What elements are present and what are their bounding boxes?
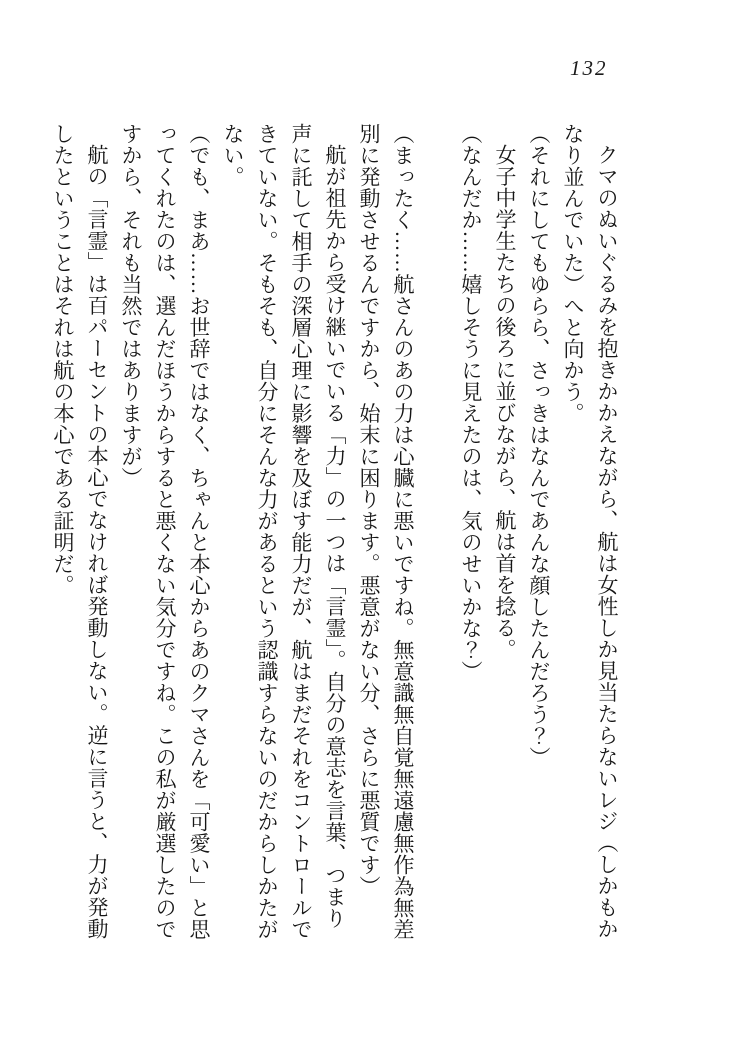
text-line-12: ない。: [221, 123, 245, 188]
body-text: [46, 123, 624, 973]
text-line-8: 別に発動させるんですから、始末に困ります。悪意がない分、さらに悪質です）: [357, 123, 381, 897]
text-line-15: すから、それも当然ではありますが）: [119, 123, 143, 489]
text-line-11: きていない。そもそも、自分にそんな力があるという認識すらないのだからしかたが: [255, 123, 279, 940]
text-line-14: ってくれたのは、選んだほうからすると悪くない気分ですね。この私が厳選したので: [153, 123, 177, 940]
text-line-7: （まったく……航さんのあの力は心臓に悪いですね。無意識無自覚無遠慮無作為無差: [391, 123, 415, 940]
text-line-9: 航が祖先から受け継いでいる「力」の一つは「言霊」。自分の意志を言葉、つまり: [323, 144, 347, 929]
text-line-1: クマのぬいぐるみを抱きかかえながら、航は女性しか見当たらないレジ（しかもか: [595, 144, 619, 940]
text-line-3: （それにしてもゆらら、さっきはなんであんな顔したんだろう？）: [527, 123, 551, 768]
text-line-6: [420, 123, 454, 973]
text-line-16: 航の「言霊」は百パーセントの本心でなければ発動しない。逆に言うと、力が発動: [85, 144, 109, 940]
text-line-2: なり並んでいた）へと向かう。: [561, 123, 585, 424]
text-line-10: 声に託して相手の深層心理に影響を及ぼす能力だが、航はまだそれをコントロールで: [289, 123, 313, 940]
text-line-17: したということはそれは航の本心である証明だ。: [51, 123, 75, 596]
text-line-13: （でも、まあ……お世辞ではなく、ちゃんと本心からあのクマさんを「可愛い」と思: [187, 123, 211, 940]
text-line-4: 女子中学生たちの後ろに並びながら、航は首を捻る。: [493, 144, 517, 660]
page-number: 132: [570, 56, 608, 80]
text-line-5: （なんだか……嬉しそうに見えたのは、気のせいかな？）: [459, 123, 483, 682]
